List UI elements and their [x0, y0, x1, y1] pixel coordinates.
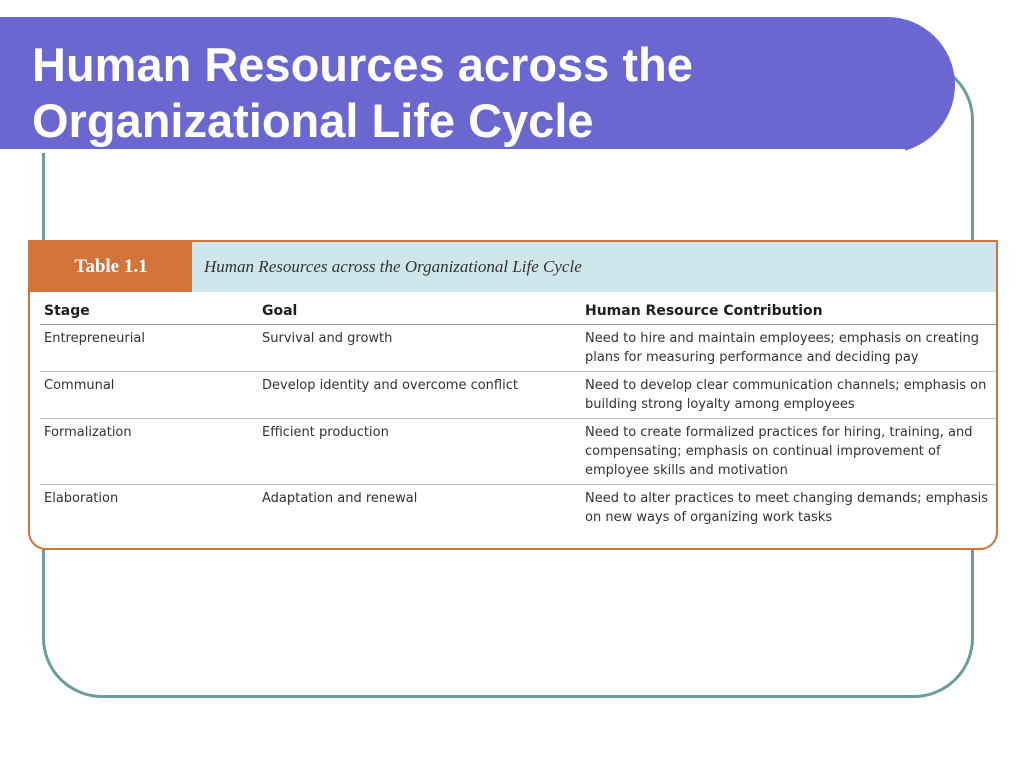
table-caption-row — [30, 242, 996, 292]
slide-title-line-2: Organizational Life Cycle — [32, 94, 594, 147]
cell-goal: Efficient production — [258, 419, 581, 485]
hr-life-cycle-table — [40, 300, 998, 531]
table-row — [40, 485, 998, 532]
cell-contribution: Need to hire and maintain employees; emphasis on creating plans for measuring performance and deciding pay — [581, 325, 998, 372]
cell-goal: Develop identity and overcome conflict — [258, 372, 581, 419]
table-card — [28, 240, 998, 550]
header-goal: Goal — [258, 300, 581, 325]
header-stage: Stage — [40, 300, 258, 325]
header-hr-contribution: Human Resource Contribution — [581, 300, 998, 325]
cell-stage: Formalization — [40, 419, 258, 485]
slide-title-line-1: Human Resources across the — [32, 38, 693, 91]
table-number-tag: Table 1.1 — [30, 242, 192, 292]
slide-title — [32, 37, 693, 149]
table-caption: Human Resources across the Organizational Life Cycle — [192, 242, 996, 292]
cell-stage: Entrepreneurial — [40, 325, 258, 372]
table-row — [40, 419, 998, 485]
cell-stage: Elaboration — [44, 491, 119, 506]
cell-contribution: Need to alter practices to meet changing demands; emphasis on new ways of organizing work tasks — [585, 491, 988, 525]
title-bar — [0, 17, 955, 153]
table-row — [40, 325, 998, 372]
title-underline — [0, 149, 905, 153]
table-header-row — [40, 300, 998, 325]
table-row — [40, 372, 998, 419]
cell-contribution: Need to develop clear communication channels; emphasis on building strong loyalty among employees — [581, 372, 998, 419]
cell-goal: Adaptation and renewal — [262, 491, 418, 506]
cell-contribution: Need to create formalized practices for hiring, training, and compensating; emphasis on continual improvement of employee skills and motivation — [581, 419, 998, 485]
cell-stage: Communal — [40, 372, 258, 419]
cell-goal: Survival and growth — [258, 325, 581, 372]
